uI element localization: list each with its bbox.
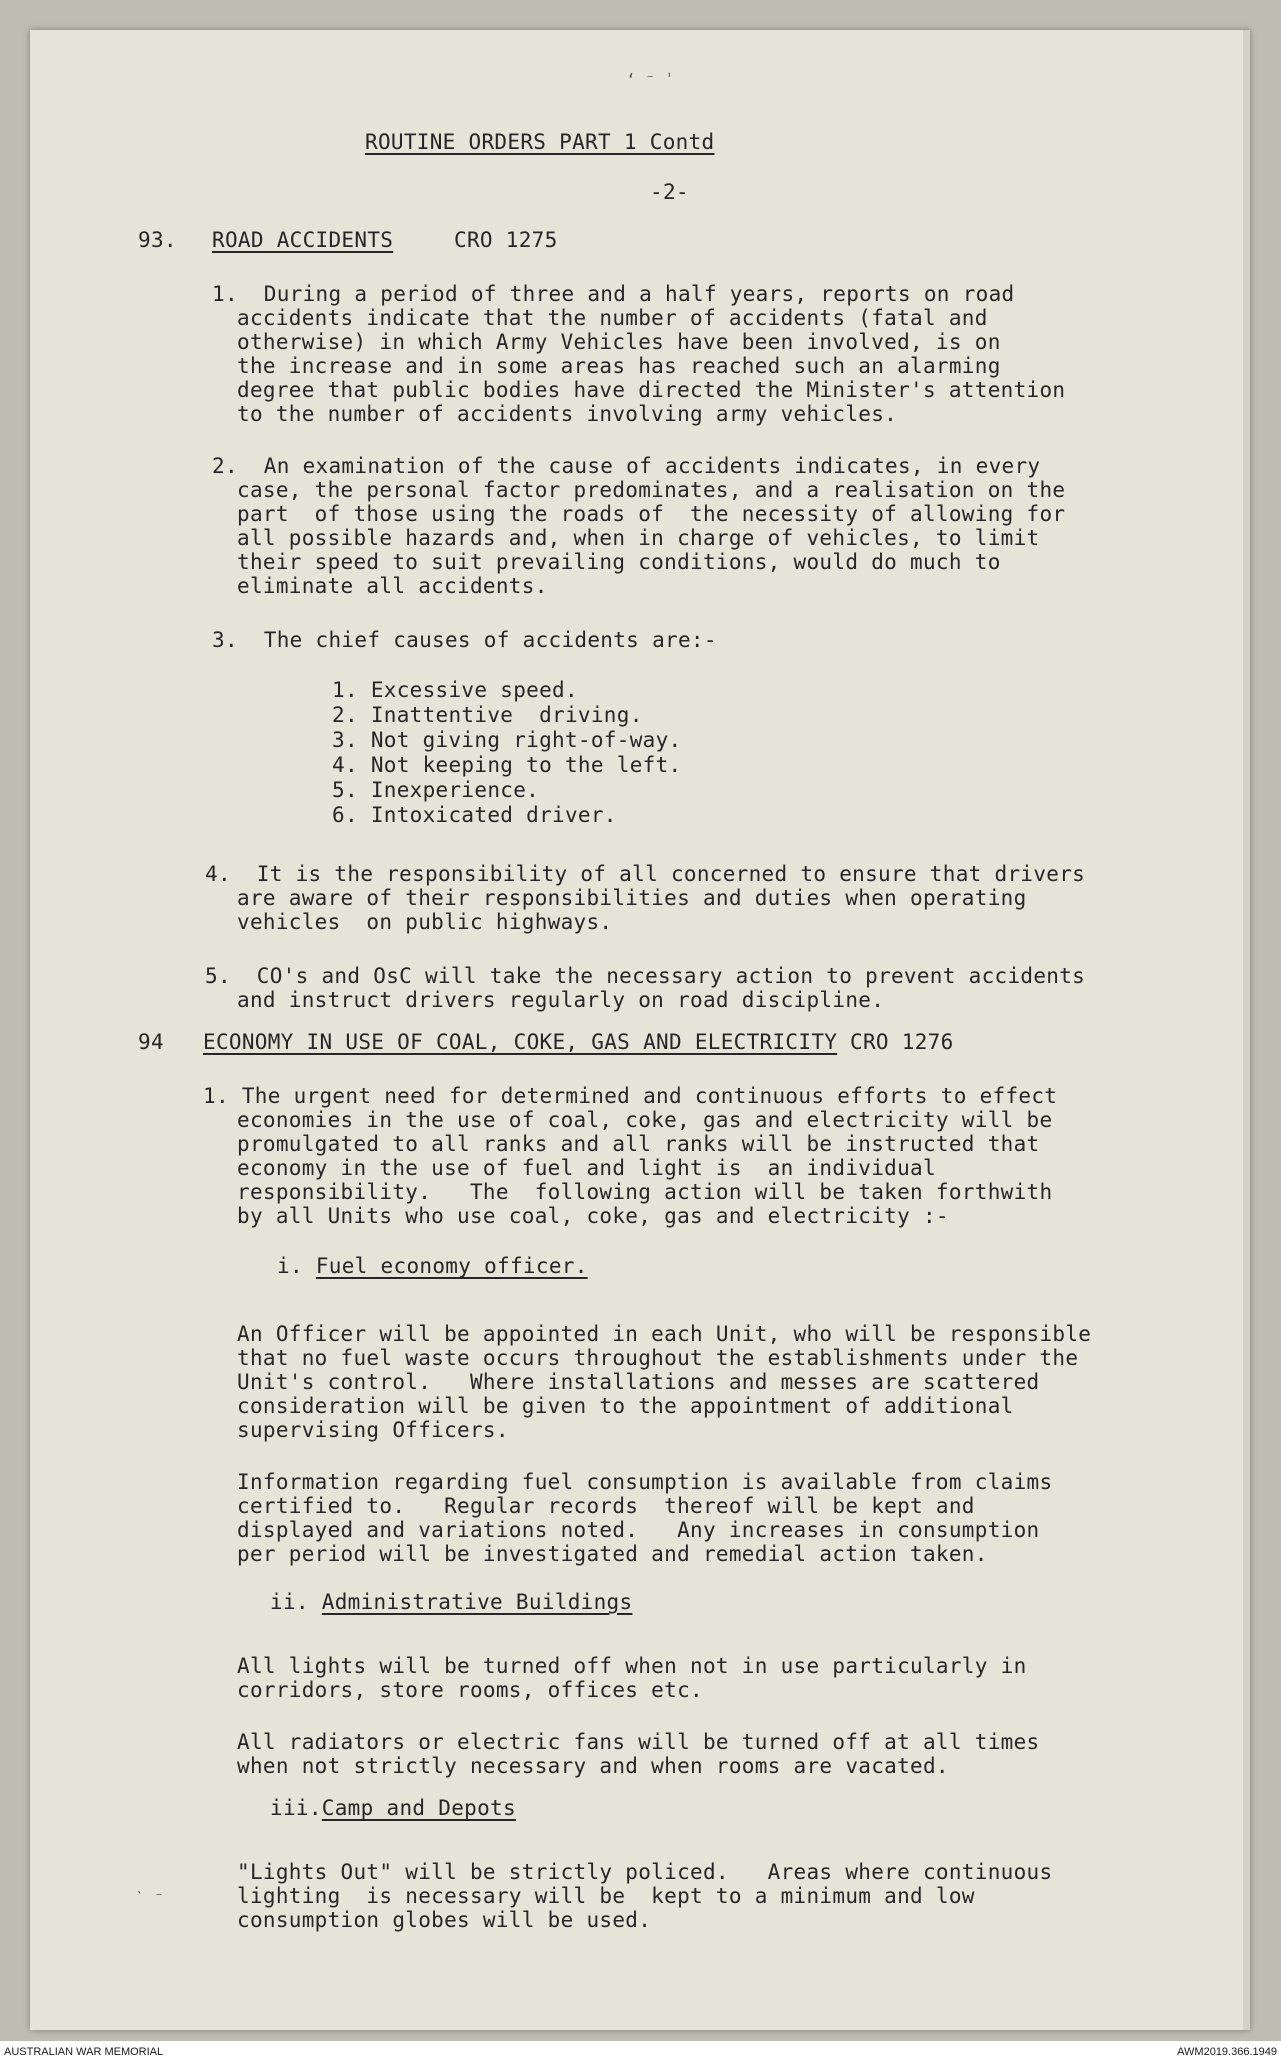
footer-accession-number: AWM2019.366.1949 (1177, 2046, 1277, 2058)
page-edge (1243, 30, 1250, 2030)
section-heading-road-accidents: ROAD ACCIDENTS (212, 228, 394, 252)
section-number-94: 94 (138, 1030, 164, 1054)
section-ref-cro-1275: CRO 1275 (454, 228, 558, 252)
subheading-camp-and-depots: iii.Camp and Depots (270, 1796, 516, 1820)
list-item: 3. Not giving right-of-way. (332, 728, 682, 752)
list-item: 5. Inexperience. (332, 778, 540, 802)
scan-mark: ˋ ⁻ (135, 1888, 164, 1907)
section-number-93: 93. (138, 228, 177, 252)
subheading-fuel-economy-officer: i. Fuel economy officer. (277, 1254, 588, 1278)
page-number: -2- (650, 180, 689, 204)
document-title: ROUTINE ORDERS PART 1 Contd (365, 130, 715, 154)
footer-credit: AUSTRALIAN WAR MEMORIAL (4, 2046, 164, 2058)
list-item: 2. Inattentive driving. (332, 703, 643, 727)
scan-mark: ‘ ⁻ ˈ (626, 70, 675, 89)
list-item: 1. Excessive speed. (332, 678, 578, 702)
document-page: ‘ ⁻ ˈ ROUTINE ORDERS PART 1 Contd -2- 93. ROAD ACCIDENTS CRO 1275 1. During a period of three and a half years, reports on road accidents indicate that the number of accidents (fatal and otherwise) in which Army Vehicles have been involved, is on the increase and in some areas has reached such an alarming degree that public bodies have directed the Minister's attention to the number of accidents involving army vehicles. 2. An examination of the cause of accidents indicates, in every case, the personal factor predominates, and a realisation on the part of those using the roads of the necessity of allowing for all possible hazards and, when in charge of vehicles, to limit their speed to suit prevailing conditions, would do much to eliminate all accidents. 3. The chief causes of accidents are:- 1. Excessive speed. 2. Inattentive driving. 3. Not giving right-of-way. 4. Not keeping to the left. 5. Inexperience. 6. Intoxicated driver. 4. It is the responsibility of all concerned to ensure that drivers are aware of their responsibilities and duties when operating vehicles on public highways. 5. CO's and OsC will take the necessary action to prevent accidents and instruct drivers regularly on road discipline. 94 ECONOMY IN USE OF COAL, COKE, GAS AND ELECTRICITY CRO 1276 1. The urgent need for determined and continuous efforts to effect economies in the use of coal, coke, gas and electricity will be promulgated to all ranks and all ranks will be instructed that economy in the use of fuel and light is an individual responsibility. The following action will be taken forthwith by all Units who use coal, coke, gas and electricity :- i. Fuel economy officer. An Officer will be appointed in each Unit, who will be responsible that no fuel waste occurs throughout the establishments under the Unit's control. Where installations and messes are scattered consideration will be given to the appointment of additional supervising Officers. Information regarding fuel consumption is available from claims certified to. Regular records thereof will be kept and displayed and variations noted. Any increases in consumption per period will be investigated and remedial action taken. ii. Administrative Buildings All lights will be turned off when not in use particularly in corridors, store rooms, offices etc. All radiators or electric fans will be turned off at all times when not strictly necessary and when rooms are vacated. iii.Camp and Depots "Lights Out" will be strictly policed. Areas where continuous lighting is necessary will be kept to a minimum and low consumption globes will be used. ˋ ⁻ (30, 30, 1250, 2030)
section-heading-economy: ECONOMY IN USE OF COAL, COKE, GAS AND ELECTRICITY (203, 1030, 838, 1054)
list-item: 4. Not keeping to the left. (332, 753, 682, 777)
subheading-administrative-buildings: ii. Administrative Buildings (270, 1590, 633, 1614)
list-item: 6. Intoxicated driver. (332, 803, 617, 827)
section-ref-cro-1276: CRO 1276 (850, 1030, 954, 1054)
paragraph-93-3: 3. The chief causes of accidents are:- (212, 628, 717, 652)
footer-bar (0, 2041, 1281, 2061)
